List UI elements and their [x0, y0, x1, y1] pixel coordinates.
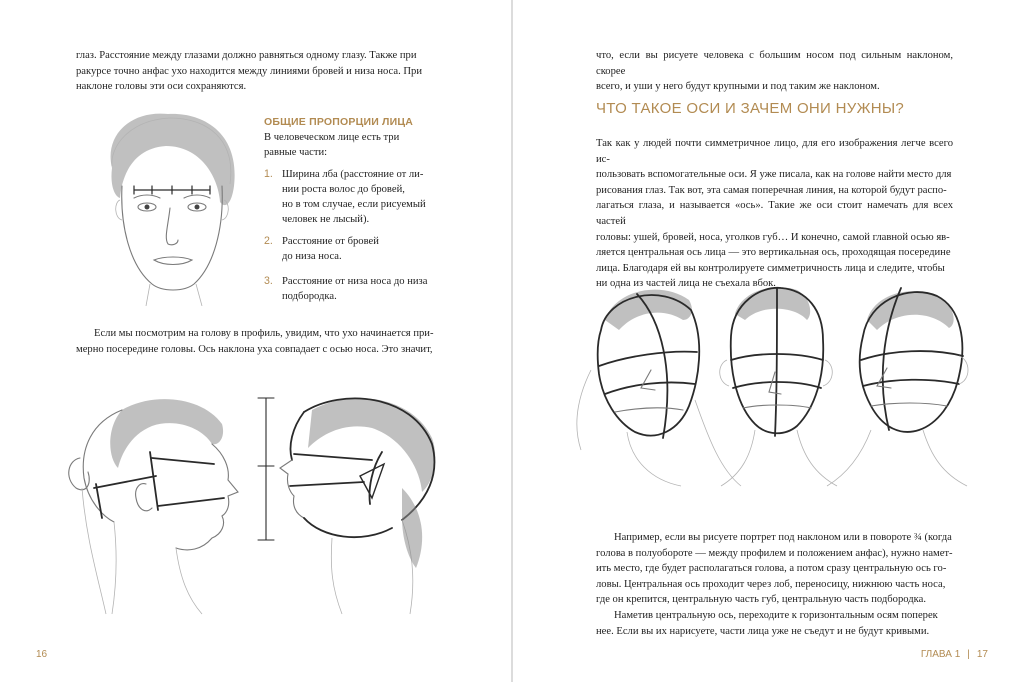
text-line: наклоне головы эти оси сохраняются. — [76, 81, 247, 93]
text-line: Ширина лба (расстояние от ли- — [282, 169, 424, 180]
text-line: подбородка. — [282, 291, 337, 302]
running-footer — [921, 649, 988, 660]
text-line: ляется центральная ось лица — это вертикальная ось, проходящая посередине — [596, 247, 951, 259]
text-line: Расстояние от бровей — [282, 236, 379, 247]
left-page — [0, 0, 511, 682]
text-line: ракурсе точно анфас ухо находится между линиями бровей и низа носа. При — [76, 65, 423, 77]
text-line: что, если вы рисуете человека с большим носом под сильным наклоном, скорее — [596, 50, 953, 77]
front-face-sketch — [90, 106, 250, 306]
proportions-heading: ОБЩИЕ ПРОПОРЦИИ ЛИЦА — [264, 116, 414, 128]
example-paragraph — [596, 530, 953, 608]
text-line: нии роста волос до бровей, — [282, 184, 405, 195]
page-number-right: 17 — [976, 649, 988, 660]
axes-paragraph — [596, 136, 953, 292]
section-heading: ЧТО ТАКОЕ ОСИ И ЗАЧЕМ ОНИ НУЖНЫ? — [596, 100, 905, 117]
text-line: Например, если вы рисуете портрет под наклоном или в повороте ¾ (когда — [614, 532, 952, 543]
item-number: 2. — [264, 235, 273, 247]
text-line: лица. Благодаря ей вы контролируете симметричность лица и следите, чтобы — [596, 262, 945, 274]
head-front-sketch — [720, 287, 837, 486]
text-line: пользовать вспомогательные оси. Я уже писала, как на голове найти место для — [596, 169, 952, 181]
text-line: ить место, где будет располагаться голова, а потом сразу центральную ось го- — [596, 563, 947, 575]
text-line: но в том случае, если рисуемый — [282, 199, 426, 210]
text-line: Так как у людей почти симметричное лицо, для его изображения легче всего ис- — [596, 138, 953, 165]
text-line: до низа носа. — [282, 251, 342, 262]
text-line: Расстояние от низа носа до низа — [282, 276, 428, 287]
item-number: 3. — [264, 275, 273, 287]
text-line: Если мы посмотрим на голову в профиль, увидим, что ухо начинается при- — [94, 328, 434, 339]
text-line: лагаться глаза, и называется «ось». Такие же оси стоит намечать для всех частей — [596, 200, 953, 227]
page-number-left: 16 — [36, 649, 48, 660]
three-heads-sketch — [571, 280, 971, 490]
final-paragraph — [596, 608, 953, 639]
text-line: Наметив центральную ось, переходите к горизонтальным осям поперек — [614, 610, 938, 621]
head-tilted-sketch — [577, 290, 741, 486]
text-line: глаз. Расстояние между глазами должно равняться одному глазу. Также при — [76, 50, 417, 61]
profile-paragraph — [76, 326, 435, 357]
text-line: мерно посередине головы. Ось наклона уха совпадает с осью носа. Это значит, — [76, 343, 433, 355]
top-paragraph — [596, 48, 953, 95]
proportion-item-2 — [264, 234, 444, 266]
chapter-label: ГЛАВА 1 — [920, 649, 961, 660]
tilted-head-sketch — [252, 388, 452, 618]
text-line: ни одна из частей лица не съехала вбок. — [596, 278, 776, 290]
head-turned-sketch — [827, 288, 968, 486]
text-line: В человеческом лице есть три — [264, 132, 400, 143]
proportion-item-1 — [264, 167, 444, 231]
text-line: равные части: — [264, 147, 328, 158]
intro-paragraph — [76, 48, 435, 95]
right-page — [513, 0, 1024, 682]
text-line: нее. Если вы их нарисуете, части лица уже не съедут и не будут кривыми. — [596, 625, 930, 637]
text-line: голова в полуобороте — между профилем и положением анфас), нужно намет- — [596, 547, 953, 559]
text-line: всего, и уши у него будут крупными и под таким же наклоном. — [596, 81, 880, 93]
text-line: рисования глаз. Так вот, эта самая поперечная линия, на которой будут распо- — [596, 184, 947, 196]
text-line: где он крепится, центральную часть губ, центральную часть подбородка. — [596, 594, 926, 606]
proportion-item-3 — [264, 274, 444, 306]
text-line: ловы. Центральная ось проходит через лоб, переносицу, нижнюю часть носа, — [596, 578, 946, 590]
text-line: головы: ушей, бровей, носа, уголков губ… И конечно, самой главной осью яв- — [596, 231, 950, 243]
text-line: человек не лысый). — [282, 214, 370, 225]
proportions-intro — [264, 130, 444, 160]
profile-head-sketch — [62, 388, 252, 618]
folio-separator: | — [967, 649, 970, 660]
item-number: 1. — [264, 168, 273, 180]
